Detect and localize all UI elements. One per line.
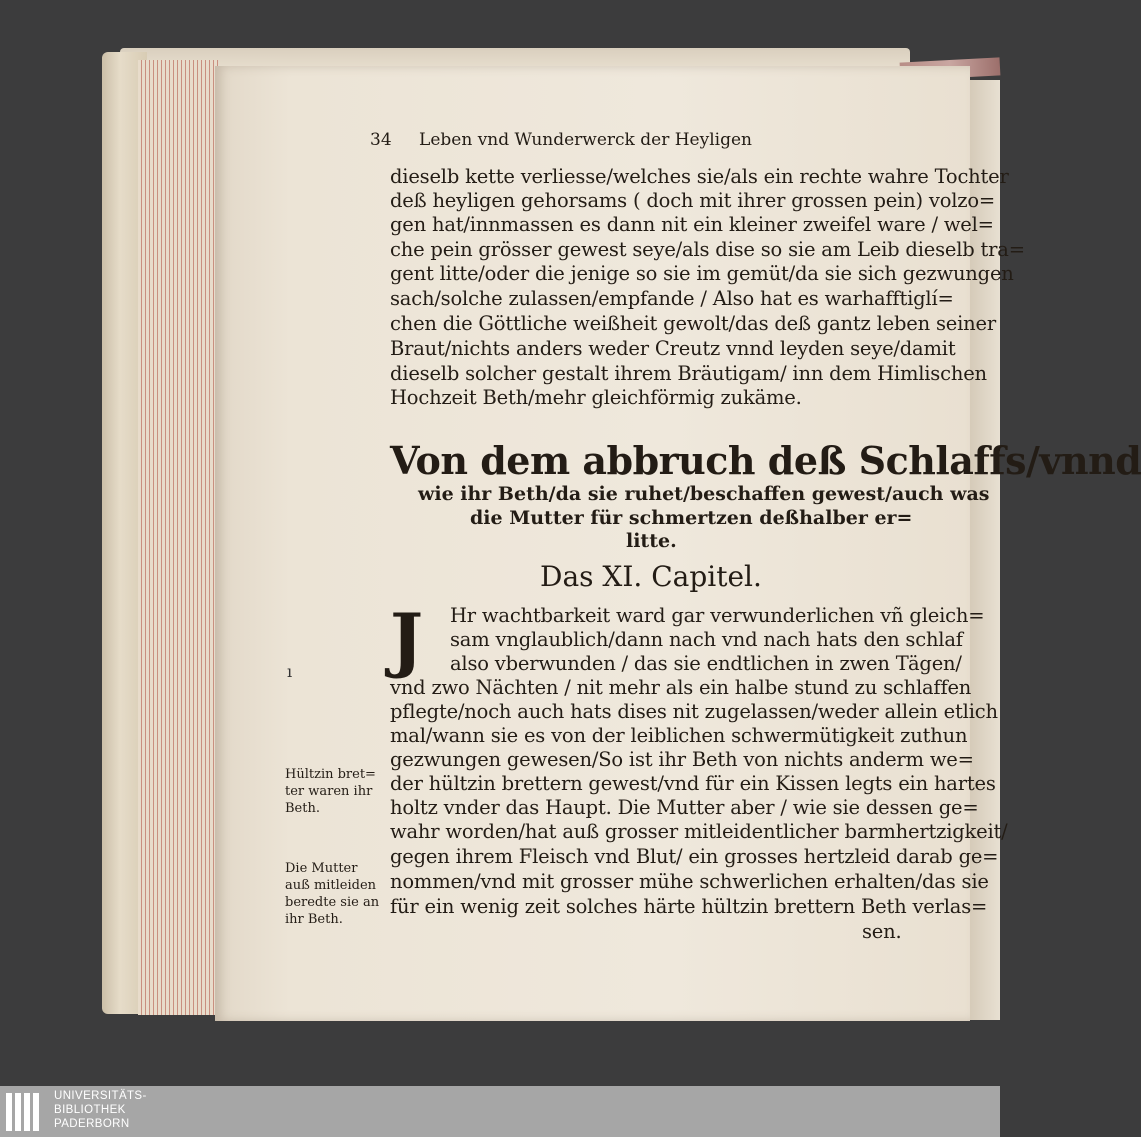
marginal-note-line: Die Mutter <box>285 861 358 876</box>
text-line: chen die Göttliche weißheit gewolt/das deß gantz leben seiner <box>390 312 996 335</box>
chapter-title: Das XI. Capitel. <box>540 560 762 593</box>
text-line: gegen ihrem Fleisch vnd Blut/ ein grosses hertzleid darab ge= <box>390 845 999 868</box>
marginal-note-line: beredte sie an <box>285 895 380 910</box>
text-line: deß heyligen gehorsams ( doch mit ihrer grossen pein) volzo= <box>390 189 996 212</box>
running-head <box>370 130 752 150</box>
marginal-note-line: Beth. <box>285 801 320 816</box>
text-line: der hültzin brettern gewest/vnd für ein Kissen legts ein hartes <box>390 772 996 795</box>
marginal-note <box>285 766 376 817</box>
marginal-note <box>285 860 379 928</box>
drop-cap-initial: J <box>390 598 424 681</box>
text-line: dieselb solcher gestalt ihrem Bräutigam/ inn dem Himlischen <box>390 362 987 385</box>
text-line: vnd zwo Nächten / nit mehr als ein halbe stund zu schlaffen <box>390 676 972 699</box>
text-line: Hochzeit Beth/mehr gleichförmig zukäme. <box>390 386 802 409</box>
text-line: Braut/nichts anders weder Creutz vnnd leyden seye/damit <box>390 337 956 360</box>
text-line: also vberwunden / das sie endtlichen in zwen Tägen/ <box>450 652 962 675</box>
text-line: che pein grösser gewest seye/als dise so sie am Leib dieselb tra= <box>390 238 1025 261</box>
text-line: wahr worden/hat auß grosser mitleidentlicher barmhertzigkeit/ <box>390 820 1008 843</box>
text-line: sen. <box>862 920 902 943</box>
margin-mark: ı <box>287 662 293 681</box>
logo-line: PADERBORN <box>54 1118 130 1130</box>
text-line: mal/wann sie es von der leiblichen schwermütigkeit zuthun <box>390 724 968 747</box>
marginal-note-line: auß mitleiden <box>285 878 377 893</box>
logo-line: UNIVERSITÄTS- <box>54 1090 147 1102</box>
text-line: gen hat/innmassen es dann nit ein kleiner zweifel ware / wel= <box>390 213 994 236</box>
marginal-note-line: ihr Beth. <box>285 912 343 927</box>
text-line: Hr wachtbarkeit ward gar verwunderlichen vñ gleich= <box>450 604 985 627</box>
text-line: sam vnglaublich/dann nach vnd nach hats den schlaf <box>450 628 963 651</box>
section-subheading: wie ihr Beth/da sie ruhet/beschaffen gewest/auch was <box>418 483 990 505</box>
text-line: holtz vnder das Haupt. Die Mutter aber / wie sie dessen ge= <box>390 796 979 819</box>
text-line: dieselb kette verliesse/welches sie/als ein rechte wahre Tochter <box>390 165 1009 188</box>
text-line: pflegte/noch auch hats dises nit zugelassen/weder allein etlich <box>390 700 998 723</box>
page-number: 34 <box>370 130 392 150</box>
text-line: gezwungen gewesen/So ist ihr Beth von nichts anderm we= <box>390 748 974 771</box>
text-line: nommen/vnd mit grosser mühe schwerlichen erhalten/das sie <box>390 870 989 893</box>
text-line: gent litte/oder die jenige so sie im gemüt/da sie sich gezwungen <box>390 262 1014 285</box>
section-subheading: die Mutter für schmertzen deßhalber er= <box>470 507 913 529</box>
marginal-note-line: ter waren ihr <box>285 784 373 799</box>
page-block-edges <box>138 60 218 1015</box>
library-logo-icon <box>6 1093 46 1131</box>
text-line: für ein wenig zeit solches härte hültzin brettern Beth verlas= <box>390 895 988 918</box>
logo-line: BIBLIOTHEK <box>54 1104 126 1116</box>
section-subheading: litte. <box>626 530 677 552</box>
library-logo-text <box>54 1089 147 1131</box>
library-footer <box>0 1086 1000 1137</box>
text-line: sach/solche zulassen/empfande / Also hat es warhafftiglí= <box>390 287 954 310</box>
marginal-note-line: Hültzin bret= <box>285 767 376 782</box>
section-heading: Von dem abbruch deß Schlaffs/vnnd <box>390 438 1141 483</box>
running-head-title: Leben vnd Wunderwerck der Heyligen <box>419 130 752 150</box>
